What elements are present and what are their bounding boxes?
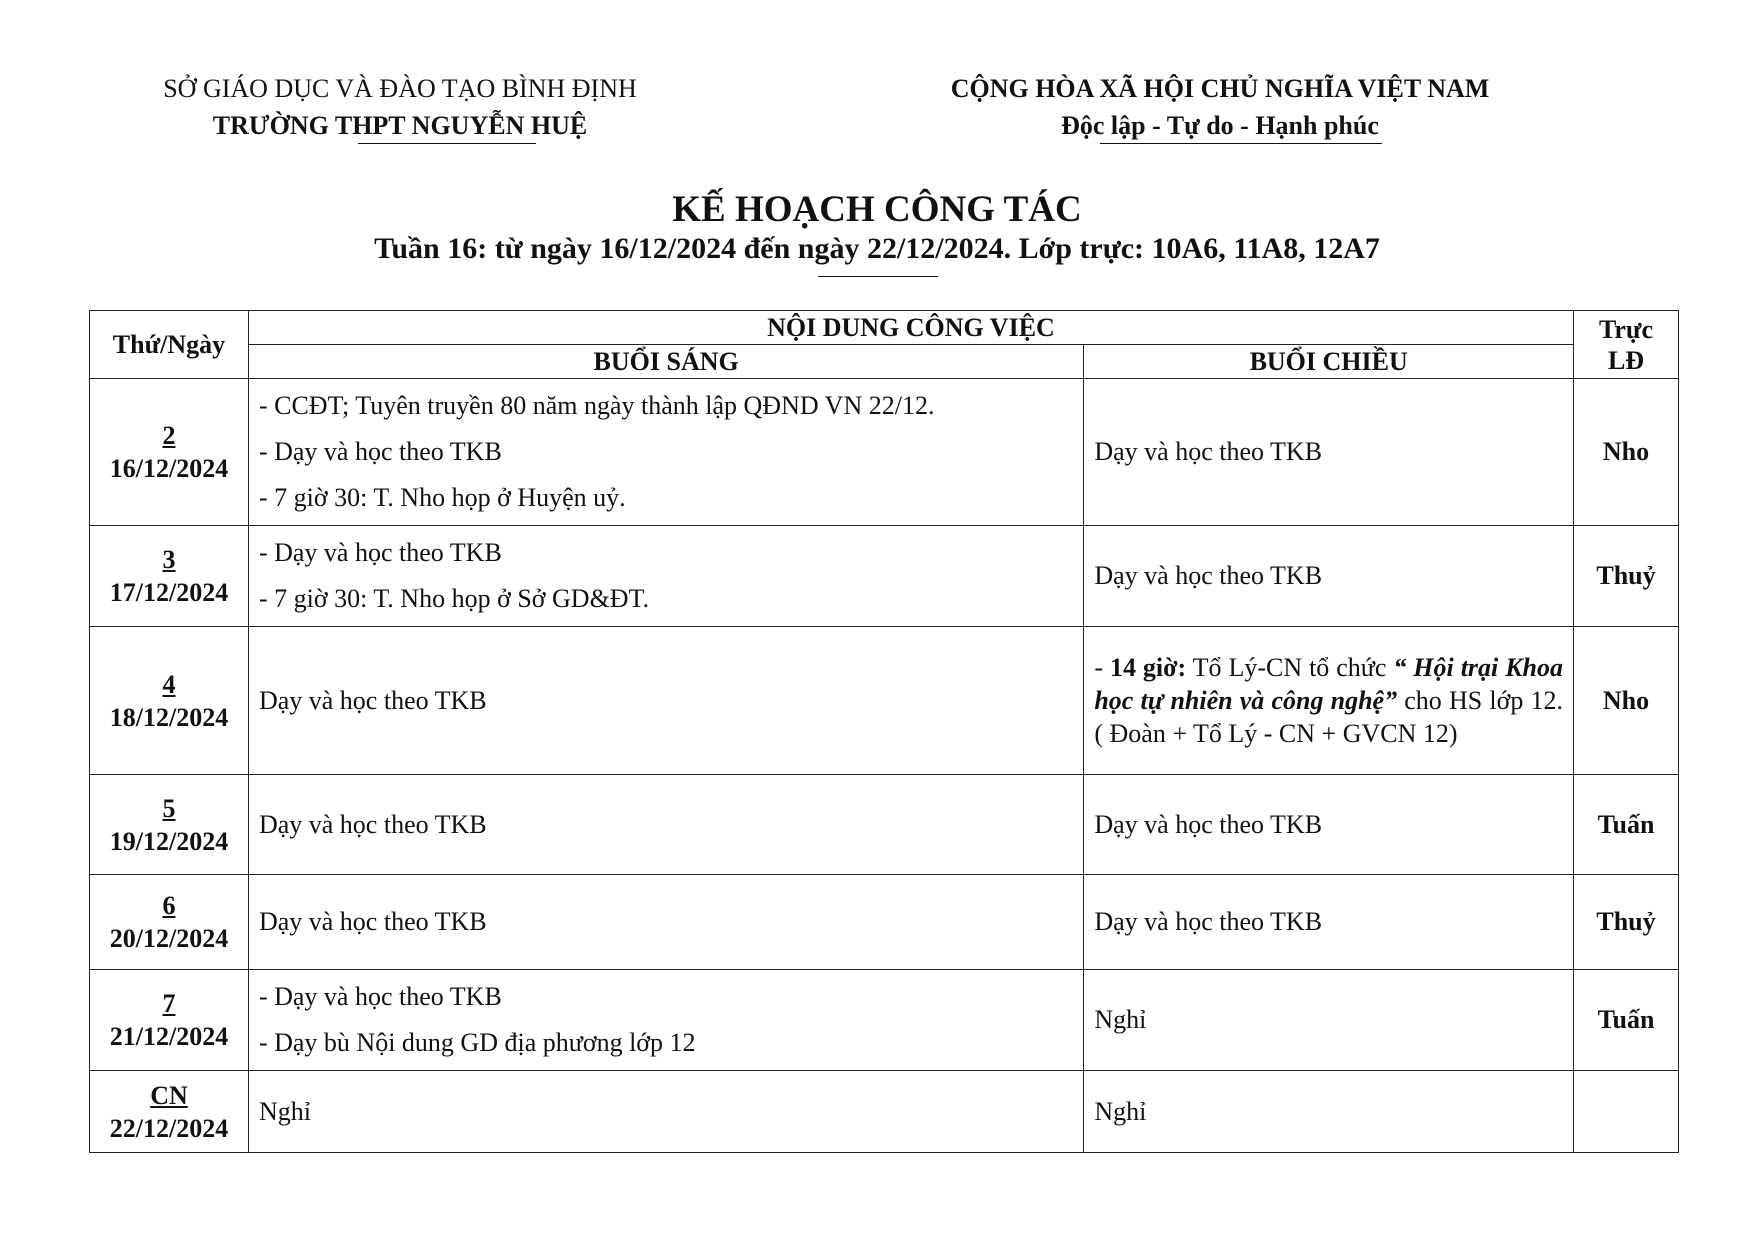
- duty-cell: Tuấn: [1574, 970, 1679, 1071]
- header-morning: BUỔI SÁNG: [248, 345, 1083, 379]
- day-date: 22/12/2024: [109, 1113, 229, 1143]
- afternoon-cell: [1084, 627, 1574, 775]
- afternoon-cell: Nghỉ: [1084, 970, 1574, 1071]
- afternoon-cell: Dạy và học theo TKB: [1084, 875, 1574, 970]
- afternoon-text-2: cho HS lớp 12. ( Đoàn + Tổ Lý - CN + GVCN 12): [1094, 686, 1564, 748]
- day-number: 7: [162, 989, 176, 1018]
- header-content: NỘI DUNG CÔNG VIỆC: [248, 311, 1573, 345]
- day-number: CN: [150, 1080, 188, 1110]
- duty-cell: Thuỷ: [1574, 526, 1679, 627]
- day-date: 18/12/2024: [109, 702, 229, 732]
- morning-cell: [248, 379, 1083, 526]
- afternoon-cell: Dạy và học theo TKB: [1084, 379, 1574, 526]
- morning-cell: Nghỉ: [248, 1071, 1083, 1153]
- day-date: 19/12/2024: [109, 826, 229, 856]
- table-row: [90, 526, 1679, 627]
- day-cell: [90, 775, 249, 875]
- duty-cell: Nho: [1574, 627, 1679, 775]
- morning-line: - Dạy và học theo TKB: [258, 538, 502, 567]
- subtitle-underline: [818, 276, 938, 277]
- header-afternoon: BUỔI CHIỀU: [1084, 345, 1574, 379]
- morning-cell: Dạy và học theo TKB: [248, 627, 1083, 775]
- afternoon-event: “ Hội trại Khoa học tự nhiên và công nghệ”: [1094, 653, 1563, 715]
- day-date: 16/12/2024: [109, 454, 229, 483]
- schedule-table: [89, 310, 1679, 1153]
- morning-cell: [248, 970, 1083, 1071]
- morning-cell: [248, 526, 1083, 627]
- day-number: 5: [162, 793, 176, 823]
- afternoon-time: 14 giờ:: [1109, 653, 1187, 682]
- day-cell: [90, 627, 249, 775]
- table-row: [90, 970, 1679, 1071]
- table-row: [90, 1071, 1679, 1153]
- header-duty: [1574, 311, 1679, 379]
- day-cell: [90, 1071, 249, 1153]
- duty-cell: [1574, 1071, 1679, 1153]
- department-name: SỞ GIÁO DỤC VÀ ĐÀO TẠO BÌNH ĐỊNH: [163, 74, 637, 103]
- afternoon-text: Tổ Lý-CN tổ chức: [1186, 653, 1394, 682]
- header-day: Thứ/Ngày: [90, 311, 249, 379]
- afternoon-cell: Dạy và học theo TKB: [1084, 775, 1574, 875]
- duty-cell: Tuấn: [1574, 775, 1679, 875]
- morning-line: - Dạy và học theo TKB: [258, 982, 502, 1011]
- morning-line: - Dạy bù Nội dung GD địa phương lớp 12: [258, 1028, 696, 1057]
- morning-cell: Dạy và học theo TKB: [248, 775, 1083, 875]
- day-number: 2: [162, 421, 176, 450]
- morning-line: - 7 giờ 30: T. Nho họp ở Sở GD&ĐT.: [258, 584, 650, 613]
- day-cell: [90, 875, 249, 970]
- table-row: [90, 627, 1679, 775]
- school-underline: [358, 143, 536, 144]
- motto-underline: [1100, 143, 1382, 144]
- day-cell: [90, 379, 249, 526]
- day-number: 4: [162, 669, 176, 699]
- table-row: [90, 875, 1679, 970]
- day-number: 3: [162, 545, 176, 574]
- morning-cell: Dạy và học theo TKB: [248, 875, 1083, 970]
- day-date: 20/12/2024: [109, 924, 229, 953]
- motto: Độc lập - Tự do - Hạnh phúc: [1061, 111, 1379, 140]
- afternoon-cell: Nghỉ: [1084, 1071, 1574, 1153]
- republic-name: CỘNG HÒA XÃ HỘI CHỦ NGHĨA VIỆT NAM: [950, 74, 1490, 103]
- day-date: 21/12/2024: [109, 1022, 229, 1051]
- day-cell: [90, 970, 249, 1071]
- header-right: [900, 70, 1540, 144]
- day-number: 6: [162, 891, 176, 920]
- school-name: TRƯỜNG THPT NGUYỄN HUỆ: [212, 111, 588, 140]
- header-duty-line2: LĐ: [1607, 345, 1645, 375]
- morning-line: - Dạy và học theo TKB: [258, 437, 502, 466]
- duty-cell: Thuỷ: [1574, 875, 1679, 970]
- morning-line: - CCĐT; Tuyên truyền 80 năm ngày thành lập QĐND VN 22/12.: [258, 391, 935, 420]
- afternoon-cell: Dạy và học theo TKB: [1084, 526, 1574, 627]
- header-duty-line1: Trực: [1598, 314, 1654, 344]
- document-subtitle: Tuần 16: từ ngày 16/12/2024 đến ngày 22/12/2024. Lớp trực: 10A6, 11A8, 12A7: [374, 232, 1380, 265]
- morning-line: - 7 giờ 30: T. Nho họp ở Huyện uỷ.: [258, 483, 626, 512]
- duty-cell: Nho: [1574, 379, 1679, 526]
- table-row: [90, 775, 1679, 875]
- document-title: KẾ HOẠCH CÔNG TÁC: [672, 189, 1082, 230]
- header-left: [120, 70, 680, 144]
- day-cell: [90, 526, 249, 627]
- day-date: 17/12/2024: [109, 578, 229, 607]
- table-row: [90, 379, 1679, 526]
- afternoon-dash: -: [1094, 653, 1110, 682]
